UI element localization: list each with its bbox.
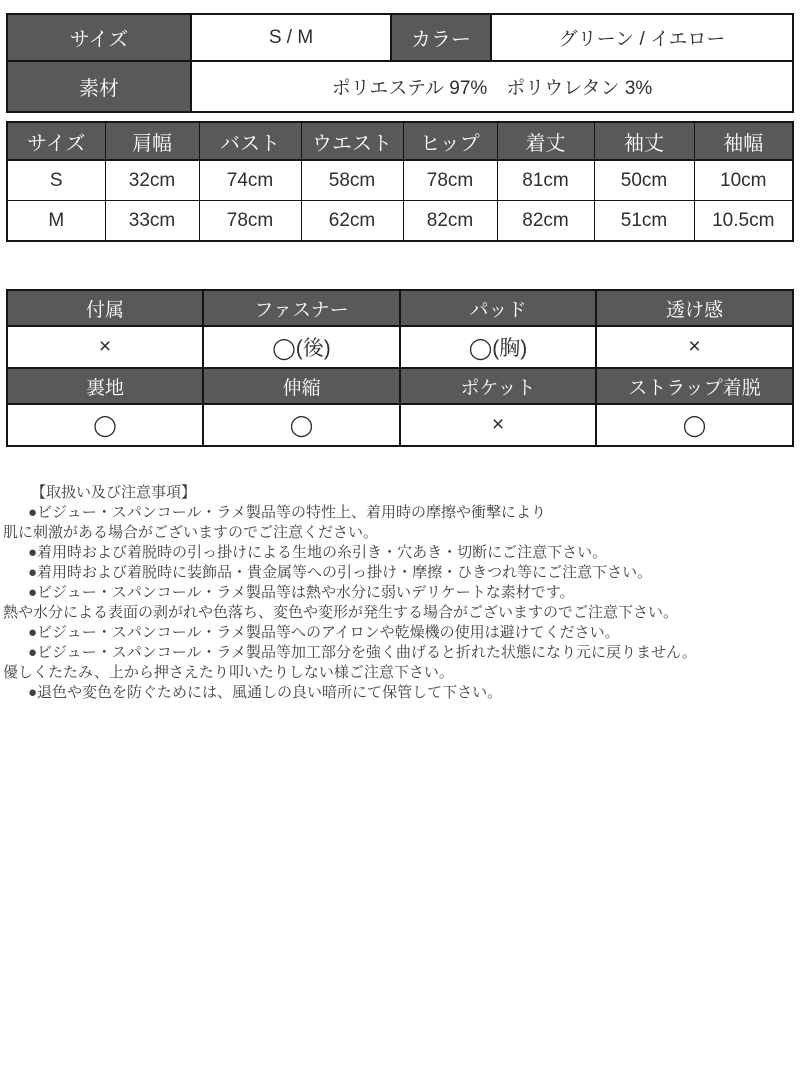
s-waist: 58cm: [301, 160, 403, 201]
care-note-line: 熱や水分による表面の剥がれや色落ち、変色や変形が発生する場合がございますのでご注意下さい。: [3, 604, 679, 621]
feature-header-zipper: ファスナー: [203, 290, 400, 326]
m-length: 82cm: [497, 201, 594, 242]
feature-header-stretch: 伸縮: [203, 368, 400, 404]
features-table: [6, 289, 794, 447]
features-header-row-2: [7, 368, 793, 404]
care-note-line: ●ビジュー・スパンコール・ラメ製品等へのアイロンや乾燥機の使用は避けてください。: [28, 624, 620, 641]
feature-value-accessory: ×: [7, 326, 203, 368]
feature-value-stretch: ◯: [203, 404, 400, 446]
care-note-line: ●ビジュー・スパンコール・ラメ製品等の特性上、着用時の摩擦や衝撃により: [28, 504, 547, 521]
m-waist: 62cm: [301, 201, 403, 242]
col-header-sleeve-width: 袖幅: [694, 122, 793, 160]
col-header-length: 着丈: [497, 122, 594, 160]
feature-value-zipper: ◯(後): [203, 326, 400, 368]
col-header-hip: ヒップ: [403, 122, 497, 160]
feature-header-sheerness: 透け感: [596, 290, 793, 326]
col-header-bust: バスト: [199, 122, 301, 160]
m-hip: 82cm: [403, 201, 497, 242]
feature-value-lining: ◯: [7, 404, 203, 446]
s-sleeve-width: 10cm: [694, 160, 793, 201]
size-label-cell: サイズ: [7, 14, 191, 61]
s-length: 81cm: [497, 160, 594, 201]
features-header-row-1: [7, 290, 793, 326]
care-note-line: ●ビジュー・スパンコール・ラメ製品等加工部分を強く曲げると折れた状態になり元に戻りません。: [28, 644, 697, 661]
care-note-line: 肌に刺激がある場合がございますのでご注意ください。: [3, 524, 379, 541]
size-value-cell: S / M: [191, 14, 391, 61]
m-sleeve-width: 10.5cm: [694, 201, 793, 242]
s-shoulder: 32cm: [105, 160, 199, 201]
s-sleeve-length: 50cm: [594, 160, 694, 201]
m-shoulder: 33cm: [105, 201, 199, 242]
feature-header-pocket: ポケット: [400, 368, 596, 404]
s-hip: 78cm: [403, 160, 497, 201]
feature-value-pad: ◯(胸): [400, 326, 596, 368]
care-note-line: ●ビジュー・スパンコール・ラメ製品等は熱や水分に弱いデリケートな素材です。: [28, 584, 575, 601]
material-value-cell: ポリエステル 97% ポリウレタン 3%: [191, 61, 793, 112]
color-value-cell: グリーン / イエロー: [491, 14, 793, 61]
feature-header-lining: 裏地: [7, 368, 203, 404]
feature-header-strap: ストラップ着脱: [596, 368, 793, 404]
m-bust: 78cm: [199, 201, 301, 242]
size-s-cell: S: [7, 160, 105, 201]
care-notes-title: 【取扱い及び注意事項】: [31, 484, 197, 501]
color-label-cell: カラー: [391, 14, 491, 61]
feature-value-pocket: ×: [400, 404, 596, 446]
spec-row-material: [7, 61, 793, 112]
feature-header-pad: パッド: [400, 290, 596, 326]
feature-header-accessory: 付属: [7, 290, 203, 326]
features-value-row-2: [7, 404, 793, 446]
col-header-waist: ウエスト: [301, 122, 403, 160]
size-m-cell: M: [7, 201, 105, 242]
s-bust: 74cm: [199, 160, 301, 201]
feature-value-sheerness: ×: [596, 326, 793, 368]
features-value-row-1: [7, 326, 793, 368]
m-sleeve-length: 51cm: [594, 201, 694, 242]
care-note-line: ●退色や変色を防ぐためには、風通しの良い暗所にて保管して下さい。: [28, 684, 503, 701]
measurements-table: [6, 121, 794, 242]
care-note-line: 優しくたたみ、上から押さえたり叩いたりしない様ご注意下さい。: [3, 664, 454, 681]
feature-value-strap: ◯: [596, 404, 793, 446]
measurements-row-s: [7, 160, 793, 201]
col-header-sleeve-length: 袖丈: [594, 122, 694, 160]
col-header-size: サイズ: [7, 122, 105, 160]
care-notes-section: [0, 483, 796, 703]
care-note-line: ●着用時および着脱時に装飾品・貴金属等への引っ掛け・摩擦・ひきつれ等にご注意下さい。: [28, 564, 653, 581]
spec-row-size-color: [7, 14, 793, 61]
care-note-line: ●着用時および着脱時の引っ掛けによる生地の糸引き・穴あき・切断にご注意下さい。: [28, 544, 608, 561]
measurements-row-m: [7, 201, 793, 242]
material-label-cell: 素材: [7, 61, 191, 112]
col-header-shoulder: 肩幅: [105, 122, 199, 160]
measurements-header-row: [7, 122, 793, 160]
spec-table: [6, 13, 794, 113]
